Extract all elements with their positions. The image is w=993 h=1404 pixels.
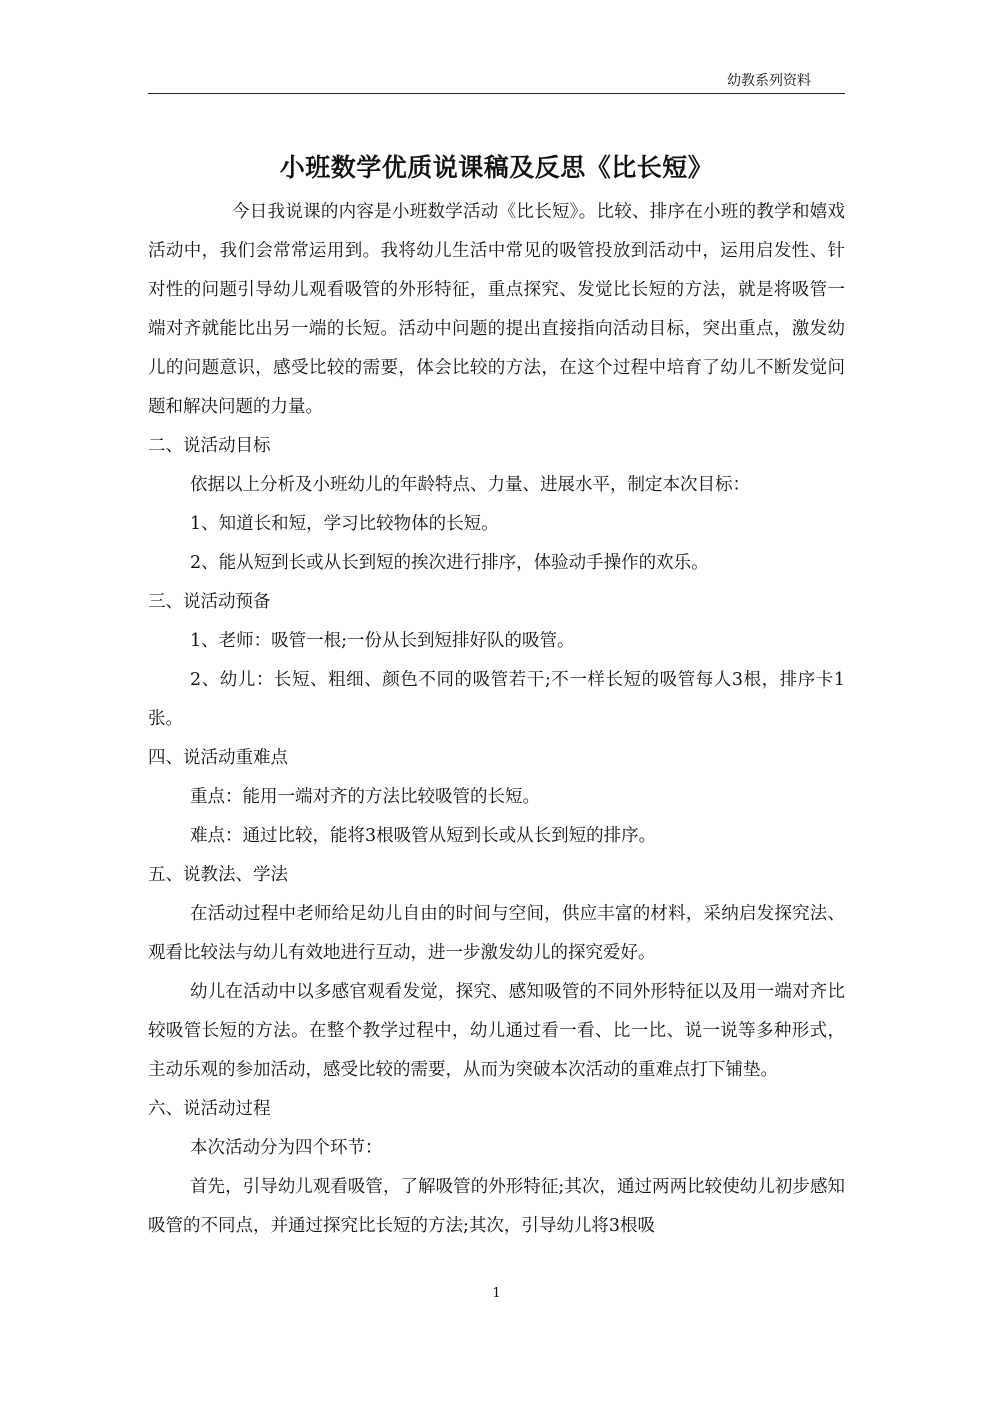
list-item: 1、知道长和短，学习比较物体的长短。 bbox=[190, 514, 499, 534]
section-heading: 六、说活动过程 bbox=[148, 1099, 271, 1119]
paragraph: 幼儿在活动中以多感官观看发觉，探究、感知吸管的不同外形特征以及用一端对齐比较吸管长短的方法。在整个教学过程中，幼儿通过看一看、比一比、说一说等多种形式，主动乐观的参加活动，感受比较的需要，从而为突破本次活动的重难点打下铺垫。 bbox=[148, 982, 845, 1080]
running-header: 幼教系列资料 bbox=[727, 73, 811, 89]
paragraph: 难点：通过比较，能将3根吸管从短到长或从长到短的排序。 bbox=[190, 826, 657, 846]
header-rule bbox=[148, 93, 845, 94]
section-heading: 二、说活动目标 bbox=[148, 436, 271, 456]
page-number: 1 bbox=[492, 1286, 501, 1301]
paragraph: 在活动过程中老师给足幼儿自由的时间与空间，供应丰富的材料，采纳启发探究法、观看比较法与幼儿有效地进行互动，进一步激发幼儿的探究爱好。 bbox=[148, 904, 845, 963]
list-item: 1、老师：吸管一根;一份从长到短排好队的吸管。 bbox=[190, 631, 575, 651]
paragraph: 本次活动分为四个环节： bbox=[190, 1138, 383, 1158]
document-body bbox=[148, 193, 845, 1246]
paragraph: 依据以上分析及小班幼儿的年龄特点、力量、进展水平，制定本次目标： bbox=[190, 475, 750, 495]
list-item: 2、幼儿：长短、粗细、颜色不同的吸管若干;不一样长短的吸管每人3根，排序卡1张。 bbox=[148, 670, 845, 729]
document-title: 小班数学优质说课稿及反思《比长短》 bbox=[279, 153, 714, 182]
section-heading: 三、说活动预备 bbox=[148, 592, 271, 612]
list-item: 2、能从短到长或从长到短的挨次进行排序，体验动手操作的欢乐。 bbox=[190, 553, 709, 573]
paragraph: 重点：能用一端对齐的方法比较吸管的长短。 bbox=[190, 787, 540, 807]
paragraph: 首先，引导幼儿观看吸管，了解吸管的外形特征;其次，通过两两比较使幼儿初步感知吸管的不同点，并通过探究比长短的方法;其次，引导幼儿将3根吸 bbox=[148, 1177, 845, 1236]
section-heading: 四、说活动重难点 bbox=[148, 748, 288, 768]
section-heading: 五、说教法、学法 bbox=[148, 865, 288, 885]
paragraph: 今日我说课的内容是小班数学活动《比长短》。比较、排序在小班的教学和嬉戏活动中，我们会常常运用到。我将幼儿生活中常见的吸管投放到活动中，运用启发性、针对性的问题引导幼儿观看吸管的外形特征，重点探究、发觉比长短的方法，就是将吸管一端对齐就能比出另一端的长短。活动中问题的提出直接指向活动目标，突出重点，激发幼儿的问题意识，感受比较的需要，体会比较的方法，在这个过程中培育了幼儿不断发觉问题和解决问题的力量。 bbox=[148, 202, 845, 417]
